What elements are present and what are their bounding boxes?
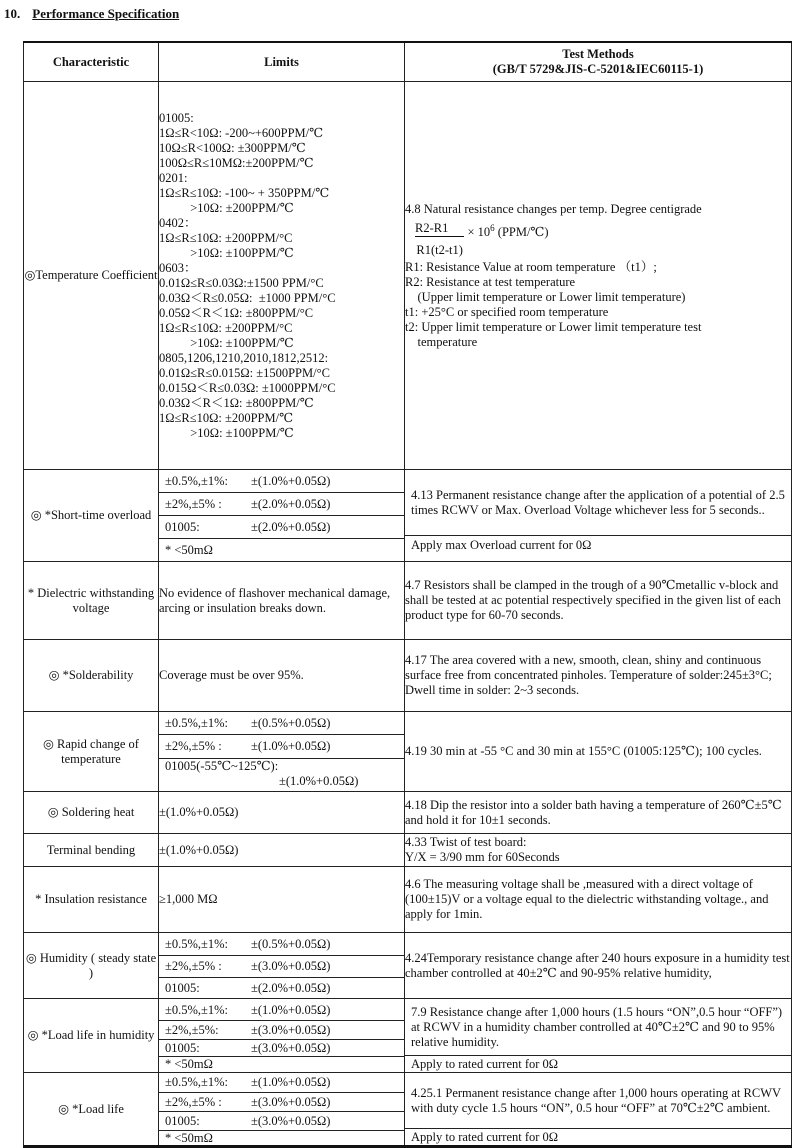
row-load-life	[24, 1073, 792, 1147]
llh-limit-row	[159, 1040, 404, 1057]
ll-limit-row	[159, 1131, 404, 1145]
sto-limit-row	[159, 516, 404, 539]
sto-limit-row	[159, 539, 404, 561]
llh-method-text: 7.9 Resistance change after 1,000 hours (1.5 hours “ON”,0.5 hour “OFF”) at RCWV in a humidity chamber controlled at 40℃±2℃ and 90 to 95% relative humidity.	[405, 999, 791, 1056]
tc-limit-line: 1Ω≤R≤10Ω: ±200PPM/℃	[159, 410, 294, 425]
ll-method-note: Apply to rated current for 0Ω	[411, 1129, 559, 1144]
hum-tolerance-label: 01005:	[165, 980, 200, 995]
char-soldering-heat: ◎ Soldering heat	[24, 792, 159, 834]
llh-tolerance-value: ±(3.0%+0.05Ω)	[251, 1022, 331, 1037]
method-short-time-overload	[405, 470, 792, 562]
tb-method-line2: Y/X = 3/90 mm for 60Seconds	[405, 850, 560, 864]
char-insulation-resistance: * Insulation resistance	[24, 867, 159, 933]
sto-tolerance-value: ±(2.0%+0.05Ω)	[251, 519, 331, 534]
tc-method-title: 4.8 Natural resistance changes per temp. Degree centigrade	[405, 201, 702, 216]
tc-formula-exponent: 6	[490, 222, 495, 233]
row-terminal-bending	[24, 834, 792, 867]
llh-tolerance-label: 01005:	[165, 1040, 200, 1055]
tc-limit-line: 0402：	[159, 215, 197, 230]
char-dielectric: * Dielectric withstanding voltage	[24, 562, 159, 640]
method-solderability: 4.17 The area covered with a new, smooth, clean, shiny and continuous surface free from concentrated pinholes. Temperature of solder:245±3°C; Dwell time in solder: 2~3 seconds.	[405, 640, 792, 712]
rct-limit-row	[159, 735, 404, 759]
tc-limit-line: 0603：	[159, 260, 197, 275]
sto-method-text: 4.13 Permanent resistance change after the application of a potential of 2.5 times RCWV or Max. Overload Voltage whichever less for 5 seconds..	[405, 471, 791, 536]
row-soldering-heat	[24, 792, 792, 834]
limits-humidity	[159, 933, 405, 999]
performance-spec-table	[23, 41, 792, 1148]
sto-tolerance-label: 01005:	[165, 519, 200, 534]
tc-limit-line: 1Ω≤R≤10Ω: ±200PPM/°C	[159, 320, 293, 335]
method-temperature-coefficient	[405, 82, 792, 470]
tc-limit-line: >10Ω: ±100PPM/℃	[159, 335, 294, 350]
rct-limit-row	[159, 712, 404, 735]
tc-limit-line: 0.01Ω≤R≤0.015Ω: ±1500PPM/°C	[159, 365, 330, 380]
rct-tolerance-label: ±2%,±5% :	[165, 739, 222, 753]
char-humidity: ◎ Humidity ( steady state )	[24, 933, 159, 999]
sto-tolerance-value: ±(2.0%+0.05Ω)	[251, 496, 331, 511]
tc-limit-line: >10Ω: ±100PPM/℃	[159, 245, 294, 260]
char-load-life-humidity: ◎ *Load life in humidity	[24, 999, 159, 1073]
char-load-life: ◎ *Load life	[24, 1073, 159, 1147]
llh-tolerance-label: ±0.5%,±1%:	[165, 1002, 229, 1017]
row-load-life-humidity	[24, 999, 792, 1073]
char-rapid-change: ◎ Rapid change of temperature	[24, 712, 159, 792]
tc-limit-line: 0.03Ω＜R＜1Ω: ±800PPM/℃	[159, 395, 314, 410]
ll-tolerance-value: ±(3.0%+0.05Ω)	[251, 1113, 331, 1128]
header-test-methods	[405, 42, 792, 82]
ll-tolerance-label: * <50mΩ	[165, 1130, 213, 1145]
char-temperature-coefficient: ◎Temperature Coefficient	[24, 82, 159, 470]
ll-tolerance-value: ±(1.0%+0.05Ω)	[251, 1075, 331, 1089]
method-rapid-change: 4.19 30 min at -55 °C and 30 min at 155°C (01005:125℃); 100 cycles.	[405, 712, 792, 792]
limits-load-life	[159, 1073, 405, 1147]
tc-method-line: t2: Upper limit temperature or Lower limit temperature test	[405, 319, 702, 334]
method-terminal-bending	[405, 834, 792, 867]
rct-tolerance-value: ±(0.5%+0.05Ω)	[251, 715, 331, 730]
rct-row-3	[159, 759, 404, 791]
ll-method-text: 4.25.1 Permanent resistance change after 1,000 hours operating at RCWV with duty cycle 1.5 hours “ON”, 0.5 hour “OFF” at 70℃±2℃ ambient.	[405, 1074, 791, 1129]
llh-tolerance-label: ±2%,±5%:	[165, 1022, 219, 1037]
llh-limit-row	[159, 1021, 404, 1040]
char-short-time-overload: ◎ *Short-time overload	[24, 470, 159, 562]
tc-limit-line: 100Ω≤R≤10MΩ:±200PPM/℃	[159, 155, 314, 170]
tc-formula-numerator: R2-R1	[415, 221, 464, 237]
limits-soldering-heat: ±(1.0%+0.05Ω)	[159, 792, 405, 834]
llh-tolerance-value: ±(3.0%+0.05Ω)	[251, 1040, 331, 1055]
sto-tolerance-label: ±0.5%,±1%:	[165, 473, 229, 488]
rct-row3-value: ±(1.0%+0.05Ω)	[279, 774, 359, 788]
tc-formula-denominator: R1(t2-t1)	[416, 242, 463, 257]
hum-tolerance-value: ±(3.0%+0.05Ω)	[251, 959, 331, 973]
limits-terminal-bending: ±(1.0%+0.05Ω)	[159, 834, 405, 867]
ll-tolerance-label: ±0.5%,±1%:	[165, 1075, 229, 1089]
ll-tolerance-value: ±(3.0%+0.05Ω)	[251, 1094, 331, 1109]
limits-solderability: Coverage must be over 95%.	[159, 640, 405, 712]
rct-tolerance-label: ±0.5%,±1%:	[165, 715, 229, 730]
header-methods-line2: (GB/T 5729&JIS-C-5201&IEC60115-1)	[492, 62, 704, 76]
tc-formula-multiplier: × 10	[467, 224, 491, 239]
header-limits: Limits	[159, 42, 405, 82]
sto-tolerance-label: ±2%,±5% :	[165, 496, 222, 511]
hum-tolerance-value: ±(0.5%+0.05Ω)	[251, 936, 331, 951]
tc-formula-unit: (PPM/℃)	[494, 224, 549, 239]
method-insulation-resistance: 4.6 The measuring voltage shall be ,measured with a direct voltage of (100±15)V or a voltage equal to the dielectric withstanding voltage., and apply for 1min.	[405, 867, 792, 933]
section-heading: Performance Specification	[32, 6, 180, 21]
method-dielectric: 4.7 Resistors shall be clamped in the trough of a 90℃metallic v-block and shall be tested at ac potential respectively specified in the given list of each product type for 60-70 seconds.	[405, 562, 792, 640]
tc-limit-line: 0.05Ω＜R＜1Ω: ±800PPM/°C	[159, 305, 314, 320]
hum-tolerance-label: ±2%,±5% :	[165, 959, 222, 973]
sto-limit-row	[159, 470, 404, 493]
rct-tolerance-value: ±(1.0%+0.05Ω)	[251, 739, 331, 753]
row-rapid-change	[24, 712, 792, 792]
tc-limit-line: >10Ω: ±100PPM/℃	[159, 425, 294, 440]
tc-method-line: R2: Resistance at test temperature	[405, 274, 576, 289]
ll-limit-row	[159, 1093, 404, 1112]
tc-limit-lines	[159, 111, 404, 441]
tc-method-line: (Upper limit temperature or Lower limit temperature)	[405, 289, 686, 304]
tc-limit-line: 0.01Ω≤R≤0.03Ω:±1500 PPM/°C	[159, 275, 324, 290]
sto-limit-row	[159, 493, 404, 516]
row-dielectric	[24, 562, 792, 640]
ll-tolerance-label: 01005:	[165, 1113, 200, 1128]
llh-tolerance-label: * <50mΩ	[165, 1056, 213, 1071]
ll-limit-row	[159, 1073, 404, 1093]
tc-method-line: t1: +25°C or specified room temperature	[405, 304, 609, 319]
char-solderability: ◎ *Solderability	[24, 640, 159, 712]
tc-limit-line: 1Ω≤R≤10Ω: -100~ + 350PPM/℃	[159, 185, 330, 200]
sto-tolerance-value: ±(1.0%+0.05Ω)	[251, 473, 331, 488]
header-characteristic: Characteristic	[24, 42, 159, 82]
hum-limit-row	[159, 933, 404, 956]
tc-method-lines	[405, 260, 791, 350]
method-soldering-heat: 4.18 Dip the resistor into a solder bath having a temperature of 260℃±5℃ and hold it for 10±1 seconds.	[405, 792, 792, 834]
tc-limit-line: 0201:	[159, 170, 188, 185]
tc-limit-line: 0805,1206,1210,2010,1812,2512:	[159, 350, 329, 365]
row-humidity	[24, 933, 792, 999]
tc-limit-line: >10Ω: ±200PPM/℃	[159, 200, 294, 215]
tc-limit-line: 1Ω≤R≤10Ω: ±200PPM/°C	[159, 230, 293, 245]
tb-method-line1: 4.33 Twist of test board:	[405, 835, 527, 849]
hum-limit-row	[159, 956, 404, 978]
tc-method-line: R1: Resistance Value at room temperature （t1）;	[405, 259, 657, 274]
llh-limit-row	[159, 1000, 404, 1021]
sto-tolerance-label: * <50mΩ	[165, 542, 213, 557]
llh-limit-row	[159, 1057, 404, 1071]
limits-insulation-resistance: ≥1,000 MΩ	[159, 867, 405, 933]
section-number: 10.	[4, 6, 21, 21]
header-methods-line1: Test Methods	[562, 47, 634, 61]
tc-limit-line: 1Ω≤R<10Ω: -200~+600PPM/℃	[159, 125, 324, 140]
tc-limit-line: 01005:	[159, 110, 194, 125]
tc-formula	[415, 221, 791, 258]
method-load-life	[405, 1073, 792, 1147]
tc-limit-line: 10Ω≤R<100Ω: ±300PPM/℃	[159, 140, 306, 155]
tc-method-line: temperature	[405, 334, 478, 349]
header-row	[24, 42, 792, 82]
limits-temperature-coefficient	[159, 82, 405, 470]
sto-method-note: Apply max Overload current for 0Ω	[411, 537, 592, 552]
hum-limit-row	[159, 978, 404, 998]
row-insulation-resistance	[24, 867, 792, 933]
section-title	[4, 6, 179, 21]
ll-tolerance-label: ±2%,±5% :	[165, 1094, 222, 1109]
limits-short-time-overload	[159, 470, 405, 562]
limits-rapid-change	[159, 712, 405, 792]
llh-method-note: Apply to rated current for 0Ω	[411, 1057, 559, 1071]
rct-row3-label: 01005(-55℃~125℃):	[165, 759, 279, 773]
row-solderability	[24, 640, 792, 712]
method-humidity: 4.24Temporary resistance change after 240 hours exposure in a humidity test chamber controlled at 40±2℃ and 90-95% relative humidity,	[405, 933, 792, 999]
method-load-life-humidity	[405, 999, 792, 1073]
tc-limit-line: 0.03Ω＜R≤0.05Ω: ±1000 PPM/°C	[159, 290, 336, 305]
hum-tolerance-value: ±(2.0%+0.05Ω)	[251, 980, 331, 995]
limits-load-life-humidity	[159, 999, 405, 1073]
char-terminal-bending: Terminal bending	[24, 834, 159, 867]
limits-dielectric: No evidence of flashover mechanical damage, arcing or insulation breaks down.	[159, 562, 405, 640]
llh-tolerance-value: ±(1.0%+0.05Ω)	[251, 1002, 331, 1017]
row-temperature-coefficient	[24, 82, 792, 470]
hum-tolerance-label: ±0.5%,±1%:	[165, 936, 229, 951]
row-short-time-overload	[24, 470, 792, 562]
tc-limit-line: 0.015Ω＜R≤0.03Ω: ±1000PPM/°C	[159, 380, 336, 395]
